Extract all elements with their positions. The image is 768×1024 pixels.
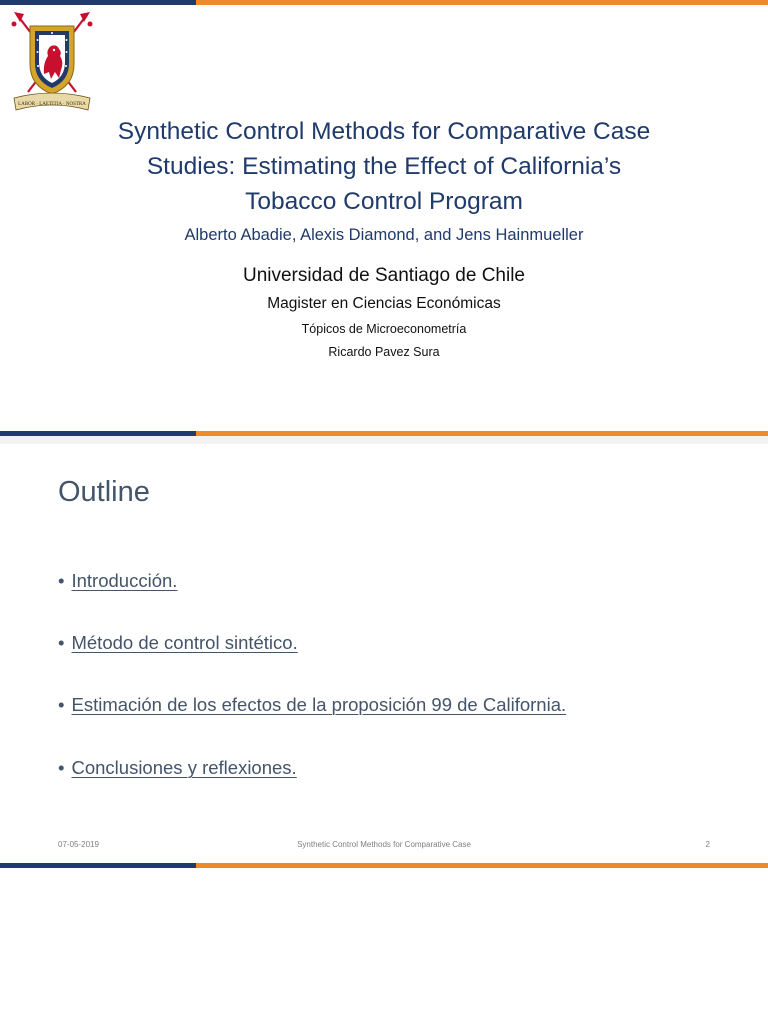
footer-page-number: 2 <box>705 840 710 849</box>
outline-link-estimacion[interactable]: Estimación de los efectos de la proposición 99 de California. <box>71 694 567 715</box>
footer-date: 07-05-2019 <box>58 840 99 849</box>
outline-link-introduccion[interactable]: Introducción. <box>71 570 178 591</box>
svg-text:LABOR · LAETITIA · NOSTRA: LABOR · LAETITIA · NOSTRA <box>18 102 86 107</box>
course-name: Tópicos de Microeconometría <box>301 322 467 336</box>
list-item <box>58 570 177 592</box>
list-item <box>58 757 297 779</box>
university-name: Universidad de Santiago de Chile <box>242 265 525 286</box>
outline-link-metodo[interactable]: Método de control sintético. <box>71 632 298 653</box>
title-line: Studies: Estimating the Effect of California’s <box>146 153 622 180</box>
presenter-name: Ricardo Pavez Sura <box>328 345 440 359</box>
slide-gap <box>0 436 768 444</box>
bullet-icon: • <box>58 694 65 715</box>
top-accent-bar <box>0 0 768 5</box>
outline-heading: Outline <box>58 476 150 508</box>
bullet-icon: • <box>58 757 65 778</box>
outline-link-conclusiones[interactable]: Conclusiones y reflexiones. <box>71 757 297 778</box>
presentation-title <box>84 114 684 219</box>
authors: Alberto Abadie, Alexis Diamond, and Jens Hainmueller <box>184 226 584 244</box>
bullet-icon: • <box>58 632 65 653</box>
slide-bottom-bar <box>0 863 768 868</box>
university-crest-logo <box>10 8 94 112</box>
list-item <box>58 632 298 654</box>
program-name: Magister en Ciencias Económicas <box>267 295 501 312</box>
bullet-icon: • <box>58 570 65 591</box>
title-line: Synthetic Control Methods for Comparative Case <box>117 118 651 145</box>
footer-title: Synthetic Control Methods for Comparative Case <box>297 840 471 849</box>
list-item <box>58 694 566 716</box>
title-line: Tobacco Control Program <box>245 188 523 215</box>
